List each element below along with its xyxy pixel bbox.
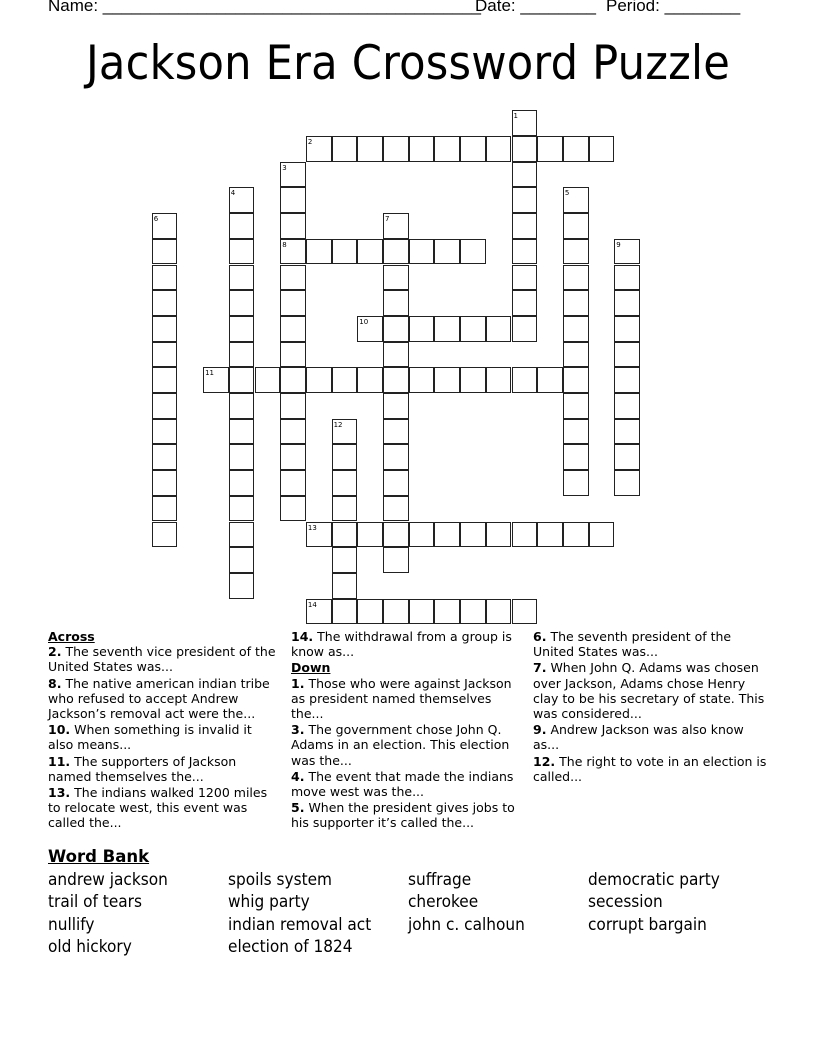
crossword-cell[interactable] bbox=[280, 496, 306, 522]
crossword-cell[interactable] bbox=[512, 290, 538, 316]
word-bank-item: andrew jackson bbox=[48, 869, 168, 889]
crossword-cell[interactable] bbox=[229, 265, 255, 291]
clue-number: 10 bbox=[359, 317, 369, 326]
crossword-cell[interactable] bbox=[332, 547, 358, 573]
clue-number: 12 bbox=[333, 420, 343, 429]
clue-number: 2 bbox=[307, 138, 313, 146]
clue-down-9: 9. Andrew Jackson was also know as... bbox=[533, 722, 744, 753]
crossword-cell[interactable] bbox=[512, 239, 538, 265]
crossword-cell[interactable] bbox=[332, 599, 358, 625]
crossword-cell[interactable] bbox=[614, 342, 640, 368]
crossword-cell[interactable] bbox=[512, 599, 538, 625]
crossword-cell[interactable] bbox=[229, 573, 255, 599]
crossword-cell[interactable] bbox=[383, 239, 409, 265]
crossword-cell[interactable] bbox=[383, 136, 409, 162]
word-bank-item: suffrage bbox=[408, 869, 472, 889]
crossword-cell[interactable] bbox=[563, 265, 589, 291]
crossword-cell[interactable] bbox=[280, 265, 306, 291]
crossword-cell[interactable] bbox=[563, 290, 589, 316]
crossword-cell[interactable] bbox=[460, 367, 486, 393]
crossword-cell[interactable] bbox=[460, 239, 486, 265]
word-bank-item: old hickory bbox=[48, 937, 132, 957]
word-bank-item: nullify bbox=[48, 914, 95, 934]
period-field[interactable]: Period: ________ bbox=[606, 0, 741, 15]
crossword-cell[interactable] bbox=[589, 522, 615, 548]
crossword-cell[interactable] bbox=[434, 599, 460, 625]
crossword-cell[interactable] bbox=[229, 496, 255, 522]
crossword-cell[interactable] bbox=[357, 136, 383, 162]
crossword-cell[interactable] bbox=[229, 290, 255, 316]
crossword-cell[interactable] bbox=[306, 599, 332, 625]
crossword-cell[interactable] bbox=[383, 547, 409, 573]
crossword-cell[interactable] bbox=[512, 265, 538, 291]
clue-down-5: 5. When the president gives jobs to his supporter it’s called the... bbox=[291, 800, 515, 831]
crossword-cell[interactable] bbox=[229, 470, 255, 496]
clue-across-11: 11. The supporters of Jackson named themselves the... bbox=[48, 753, 237, 784]
crossword-cell[interactable] bbox=[229, 187, 255, 213]
crossword-cell[interactable] bbox=[280, 290, 306, 316]
crossword-cell[interactable] bbox=[357, 599, 383, 625]
crossword-cell[interactable] bbox=[203, 367, 229, 393]
crossword-cell[interactable] bbox=[383, 265, 409, 291]
crossword-cell[interactable] bbox=[563, 342, 589, 368]
crossword-cell[interactable] bbox=[280, 419, 306, 445]
clue-down-12: 12. The right to vote in an election is called... bbox=[533, 753, 767, 784]
crossword-cell[interactable] bbox=[229, 239, 255, 265]
word-bank-item: indian removal act bbox=[228, 914, 372, 934]
crossword-cell[interactable] bbox=[409, 239, 435, 265]
crossword-cell[interactable] bbox=[332, 444, 358, 470]
crossword-cell[interactable] bbox=[409, 599, 435, 625]
crossword-cell[interactable] bbox=[383, 470, 409, 496]
crossword-cell[interactable] bbox=[152, 522, 178, 548]
crossword-cell[interactable] bbox=[229, 342, 255, 368]
word-bank-item: democratic party bbox=[588, 869, 720, 889]
down-heading: Down bbox=[291, 660, 331, 676]
crossword-cell[interactable] bbox=[614, 316, 640, 342]
clue-number: 4 bbox=[230, 189, 236, 198]
crossword-cell[interactable] bbox=[255, 367, 281, 393]
crossword-cell[interactable] bbox=[152, 213, 178, 239]
crossword-cell[interactable] bbox=[563, 522, 589, 548]
clue-number: 13 bbox=[307, 523, 317, 532]
clue-across-13: 13. The indians walked 1200 miles to relocate west, this event was called the... bbox=[48, 785, 268, 831]
crossword-cell[interactable] bbox=[152, 239, 178, 265]
crossword-cell[interactable] bbox=[229, 367, 255, 393]
crossword-cell[interactable] bbox=[332, 419, 358, 445]
crossword-cell[interactable] bbox=[486, 367, 512, 393]
crossword-cell[interactable] bbox=[512, 522, 538, 548]
crossword-cell[interactable] bbox=[409, 316, 435, 342]
crossword-cell[interactable] bbox=[280, 162, 306, 188]
crossword-cell[interactable] bbox=[383, 444, 409, 470]
crossword-cell[interactable] bbox=[409, 136, 435, 162]
crossword-cell[interactable] bbox=[512, 213, 538, 239]
clues-column-1 bbox=[48, 629, 278, 832]
crossword-cell[interactable] bbox=[434, 367, 460, 393]
crossword-cell[interactable] bbox=[332, 239, 358, 265]
crossword-cell[interactable] bbox=[357, 316, 383, 342]
word-bank-heading: Word Bank bbox=[48, 847, 150, 866]
crossword-cell[interactable] bbox=[486, 136, 512, 162]
word-bank-item: corrupt bargain bbox=[588, 914, 707, 934]
word-bank-item: trail of tears bbox=[48, 892, 142, 912]
crossword-cell[interactable] bbox=[383, 522, 409, 548]
word-bank-item: whig party bbox=[228, 892, 310, 912]
crossword-cell[interactable] bbox=[280, 367, 306, 393]
crossword-cell[interactable] bbox=[280, 316, 306, 342]
crossword-cell[interactable] bbox=[512, 110, 538, 136]
crossword-cell[interactable] bbox=[614, 444, 640, 470]
crossword-cell[interactable] bbox=[332, 470, 358, 496]
word-bank-item: john c. calhoun bbox=[408, 914, 525, 934]
clue-down-7: 7. When John Q. Adams was chosen over Jackson, Adams chose Henry clay to be his secretary of state. This was considered... bbox=[533, 660, 765, 722]
crossword-cell[interactable] bbox=[152, 393, 178, 419]
crossword-cell[interactable] bbox=[537, 367, 563, 393]
crossword-cell[interactable] bbox=[306, 367, 332, 393]
crossword-cell[interactable] bbox=[460, 599, 486, 625]
crossword-cell[interactable] bbox=[537, 522, 563, 548]
clue-down-1: 1. Those who were against Jackson as president named themselves the... bbox=[291, 675, 512, 722]
crossword-cell[interactable] bbox=[280, 444, 306, 470]
crossword-cell[interactable] bbox=[306, 239, 332, 265]
word-bank bbox=[48, 846, 768, 959]
crossword-cell[interactable] bbox=[434, 316, 460, 342]
crossword-cell[interactable] bbox=[486, 316, 512, 342]
date-field[interactable]: Date: ________ bbox=[475, 0, 596, 15]
crossword-cell[interactable] bbox=[280, 187, 306, 213]
clues-column-2 bbox=[291, 629, 526, 832]
crossword-cell[interactable] bbox=[460, 136, 486, 162]
crossword-cell[interactable] bbox=[434, 136, 460, 162]
crossword-cell[interactable] bbox=[332, 367, 358, 393]
crossword-cell[interactable] bbox=[280, 342, 306, 368]
page-title: Jackson Era Crossword Puzzle bbox=[85, 36, 730, 91]
crossword-cell[interactable] bbox=[614, 239, 640, 265]
crossword-cell[interactable] bbox=[306, 522, 332, 548]
crossword-cell[interactable] bbox=[563, 419, 589, 445]
crossword-cell[interactable] bbox=[460, 316, 486, 342]
crossword-cell[interactable] bbox=[383, 393, 409, 419]
crossword-cell[interactable] bbox=[383, 496, 409, 522]
clue-number: 5 bbox=[564, 189, 570, 198]
crossword-cell[interactable] bbox=[563, 367, 589, 393]
crossword-cell[interactable] bbox=[383, 342, 409, 368]
crossword-cell[interactable] bbox=[563, 470, 589, 496]
clue-number: 14 bbox=[307, 600, 317, 609]
crossword-cell[interactable] bbox=[563, 213, 589, 239]
clue-across-2: 2. The seventh vice president of the United States was... bbox=[48, 644, 276, 675]
crossword-cell[interactable] bbox=[383, 419, 409, 445]
clue-number: 8 bbox=[282, 240, 287, 249]
crossword-cell[interactable] bbox=[332, 573, 358, 599]
crossword-cell[interactable] bbox=[229, 522, 255, 548]
crossword-cell[interactable] bbox=[486, 522, 512, 548]
crossword-cell[interactable] bbox=[229, 547, 255, 573]
crossword-cell[interactable] bbox=[512, 162, 538, 188]
crossword-cell[interactable] bbox=[512, 367, 538, 393]
crossword-cell[interactable] bbox=[357, 239, 383, 265]
crossword-cell[interactable] bbox=[563, 239, 589, 265]
crossword-cell[interactable] bbox=[152, 496, 178, 522]
clue-number: 11 bbox=[205, 369, 215, 378]
crossword-cell[interactable] bbox=[460, 522, 486, 548]
crossword-cell[interactable] bbox=[152, 290, 178, 316]
clue-number: 6 bbox=[153, 215, 159, 224]
crossword-cell[interactable] bbox=[229, 213, 255, 239]
crossword-cell[interactable] bbox=[383, 316, 409, 342]
crossword-cell[interactable] bbox=[614, 265, 640, 291]
crossword-cell[interactable] bbox=[357, 522, 383, 548]
word-bank-list bbox=[48, 869, 768, 959]
crossword-cell[interactable] bbox=[614, 290, 640, 316]
across-heading: Across bbox=[48, 629, 95, 644]
crossword-cell[interactable] bbox=[383, 599, 409, 625]
crossword-cell[interactable] bbox=[434, 239, 460, 265]
crossword-cell[interactable] bbox=[152, 265, 178, 291]
clue-across-8: 8. The native american indian tribe who refused to accept Andrew Jackson’s removal act were the... bbox=[48, 675, 270, 722]
crossword-cell[interactable] bbox=[229, 316, 255, 342]
crossword-cell[interactable] bbox=[306, 136, 332, 162]
clue-number: 3 bbox=[282, 163, 287, 172]
crossword-cell[interactable] bbox=[614, 367, 640, 393]
crossword-cell[interactable] bbox=[512, 316, 538, 342]
crossword-cell[interactable] bbox=[434, 522, 460, 548]
crossword-cell[interactable] bbox=[614, 419, 640, 445]
crossword-cell[interactable] bbox=[563, 187, 589, 213]
name-field[interactable]: Name: ________________________________________ bbox=[48, 0, 481, 15]
crossword-cell[interactable] bbox=[357, 367, 383, 393]
word-bank-item: secession bbox=[588, 892, 663, 912]
crossword-cell[interactable] bbox=[280, 393, 306, 419]
crossword-cell[interactable] bbox=[152, 367, 178, 393]
crossword-cell[interactable] bbox=[383, 213, 409, 239]
word-bank-item: cherokee bbox=[408, 892, 479, 912]
crossword-cell[interactable] bbox=[152, 316, 178, 342]
word-bank-item: election of 1824 bbox=[228, 937, 353, 957]
crossword-cell[interactable] bbox=[152, 444, 178, 470]
clue-number: 7 bbox=[385, 215, 390, 224]
crossword-cell[interactable] bbox=[332, 496, 358, 522]
crossword-cell[interactable] bbox=[152, 342, 178, 368]
clues-column-3 bbox=[533, 629, 773, 785]
clue-down-3: 3. The government chose John Q. Adams in an election. This election was the... bbox=[291, 722, 510, 768]
crossword-cell[interactable] bbox=[563, 316, 589, 342]
crossword-cell[interactable] bbox=[280, 239, 306, 265]
clue-across-14: 14. The withdrawal from a group is know as... bbox=[291, 629, 512, 660]
clue-down-6: 6. The seventh president of the United States was... bbox=[533, 629, 732, 660]
crossword-cell[interactable] bbox=[512, 136, 538, 162]
crossword-cell[interactable] bbox=[409, 522, 435, 548]
crossword-cell[interactable] bbox=[409, 367, 435, 393]
clue-across-10: 10. When something is invalid it also means... bbox=[48, 722, 252, 753]
crossword-cell[interactable] bbox=[229, 444, 255, 470]
clue-number: 9 bbox=[616, 240, 621, 249]
crossword-cell[interactable] bbox=[589, 136, 615, 162]
crossword-cell[interactable] bbox=[383, 290, 409, 316]
crossword-cell[interactable] bbox=[229, 419, 255, 445]
crossword-cell[interactable] bbox=[280, 470, 306, 496]
crossword-cell[interactable] bbox=[486, 599, 512, 625]
crossword-cell[interactable] bbox=[332, 136, 358, 162]
crossword-cell[interactable] bbox=[512, 187, 538, 213]
crossword-cell[interactable] bbox=[152, 419, 178, 445]
crossword-cell[interactable] bbox=[152, 470, 178, 496]
crossword-cell[interactable] bbox=[614, 470, 640, 496]
clue-number: 1 bbox=[513, 112, 518, 121]
crossword-cell[interactable] bbox=[383, 367, 409, 393]
crossword-cell[interactable] bbox=[332, 522, 358, 548]
crossword-cell[interactable] bbox=[563, 136, 589, 162]
crossword-cell[interactable] bbox=[614, 393, 640, 419]
word-bank-item: spoils system bbox=[228, 869, 333, 889]
crossword-cell[interactable] bbox=[229, 393, 255, 419]
crossword-cell[interactable] bbox=[280, 213, 306, 239]
crossword-cell[interactable] bbox=[537, 136, 563, 162]
crossword-cell[interactable] bbox=[563, 393, 589, 419]
clue-down-4: 4. The event that made the indians move west was the... bbox=[291, 768, 514, 800]
crossword-cell[interactable] bbox=[563, 444, 589, 470]
